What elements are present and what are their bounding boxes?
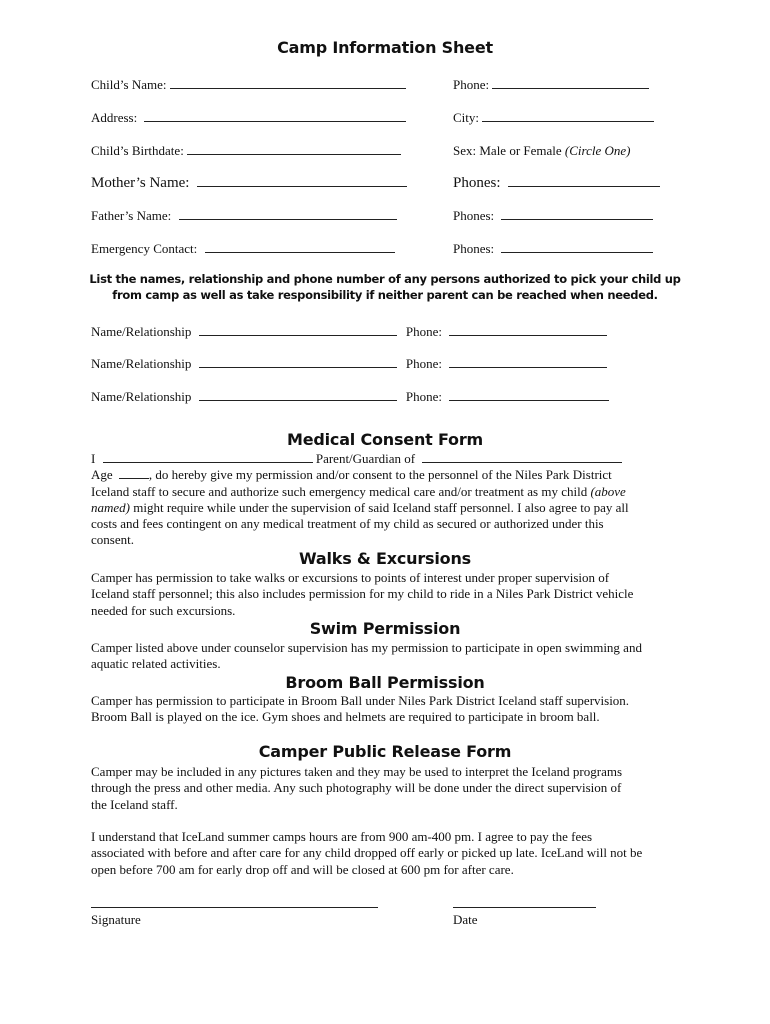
name-relationship-label: Name/Relationship [91, 389, 192, 404]
pickup-note-line1: List the names, relationship and phone number of any persons authorized to pick your child up [89, 272, 681, 286]
mother-name-label: Mother’s Name: [91, 175, 190, 191]
child-name-field[interactable] [91, 77, 406, 93]
pickup-note-line2: from camp as well as take responsibility if neither parent can be reached when needed. [112, 288, 658, 302]
name-relationship-label: Name/Relationship [91, 356, 192, 371]
walks-text [91, 570, 691, 619]
mother-phones-label: Phones: [453, 175, 501, 191]
camp-hours-text [91, 829, 691, 878]
name-relationship-label: Name/Relationship [91, 324, 192, 339]
i-label: I [91, 451, 96, 466]
public-release-text [91, 764, 691, 813]
mother-name-line [197, 185, 407, 187]
walks-line-3: needed for such excursions. [91, 602, 236, 618]
broom-ball-heading: Broom Ball Permission [285, 673, 485, 692]
contact-phone-label: Phone: [405, 324, 442, 339]
sex-field[interactable] [453, 143, 631, 159]
name-relationship-line [199, 334, 397, 336]
public-release-heading: Camper Public Release Form [258, 742, 512, 761]
city-line [482, 120, 654, 122]
walks-line-1: Camper has permission to take walks or excursions to points of interest under proper supervision of [91, 570, 610, 585]
birthdate-field[interactable] [91, 143, 401, 159]
authorized-contact-1[interactable] [91, 324, 607, 340]
father-name-field[interactable] [91, 208, 397, 224]
signature-line[interactable] [91, 907, 378, 908]
mother-phones-field[interactable] [453, 175, 660, 192]
broom-line-2: Broom Ball is played on the ice. Gym shoes and helmets are required to participate in broom ball. [91, 709, 600, 725]
father-name-line [179, 218, 397, 220]
contact-phone-line [449, 366, 607, 368]
emergency-phones-line [501, 251, 653, 253]
address-line [144, 120, 406, 122]
phone-label: Phone: [453, 77, 490, 92]
contact-phone-label: Phone: [405, 356, 442, 371]
medical-line-guardian[interactable] [91, 451, 691, 467]
release-line-1: Camper may be included in any pictures taken and they may be used to interpret the Iceland programs [91, 764, 623, 779]
hours-line-3: open before 700 am for early drop off and will be closed at 600 pm for after care. [91, 861, 514, 877]
father-name-label: Father’s Name: [91, 208, 172, 223]
father-phones-label: Phones: [453, 208, 495, 223]
emergency-phones-field[interactable] [453, 241, 653, 257]
emergency-contact-field[interactable] [91, 241, 395, 257]
broom-line-1: Camper has permission to participate in Broom Ball under Niles Park District Iceland staff supervision. [91, 693, 630, 708]
swim-line-1: Camper listed above under counselor supervision has my permission to participate in open swimming and [91, 640, 642, 655]
name-relationship-line [199, 366, 397, 368]
medical-text-b: Iceland staff to secure and authorize such emergency medical care and/or treatment as my child [91, 483, 588, 499]
child-name-line [170, 87, 406, 89]
swim-text [91, 640, 691, 673]
medical-text-b-em: (above [590, 483, 626, 499]
sex-label: Sex: Male or Female [453, 143, 562, 158]
hours-line-2: associated with before and after care for any child dropped off early or picked up late. IceLand will not be [91, 845, 643, 861]
page-title: Camp Information Sheet [277, 38, 493, 57]
birthdate-label: Child’s Birthdate: [91, 143, 184, 158]
phone-line [492, 87, 649, 89]
release-line-3: the Iceland staff. [91, 796, 178, 812]
emergency-phones-label: Phones: [453, 241, 495, 256]
father-phones-field[interactable] [453, 208, 653, 224]
emergency-contact-label: Emergency Contact: [91, 241, 198, 256]
mother-name-field[interactable] [91, 175, 407, 192]
address-label: Address: [91, 110, 138, 125]
release-line-2: through the press and other media. Any such photography will be done under the direct supervision of [91, 780, 622, 796]
sex-hint: (Circle One) [564, 143, 631, 158]
mother-phones-line [508, 185, 660, 187]
medical-line-c [91, 500, 691, 516]
contact-phone-line [449, 334, 607, 336]
authorized-contact-3[interactable] [91, 389, 609, 405]
date-line[interactable] [453, 907, 596, 908]
guardian-name-line [103, 461, 313, 463]
medical-consent-heading: Medical Consent Form [287, 430, 483, 449]
guardian-of-label: Parent/Guardian of [315, 451, 416, 466]
medical-text-a: , do hereby give my permission and/or consent to the personnel of the Niles Park District [148, 467, 612, 483]
swim-line-2: aquatic related activities. [91, 656, 221, 672]
walks-line-2: Iceland staff personnel; this also includes permission for my child to ride in a Niles Park District vehicle [91, 586, 634, 602]
contact-phone-label: Phone: [405, 389, 442, 404]
authorized-contact-2[interactable] [91, 356, 607, 372]
emergency-contact-line [205, 251, 395, 253]
contact-phone-line [449, 399, 609, 401]
signature-label: Signature [91, 912, 141, 927]
medical-line-age [91, 467, 691, 483]
swim-heading: Swim Permission [309, 619, 461, 638]
city-field[interactable] [453, 110, 654, 126]
medical-text-c: might require while under the supervision of said Iceland staff personnel. I also agree to pay all [133, 499, 629, 515]
hours-line-1: I understand that IceLand summer camps hours are from 900 am-400 pm. I agree to pay the fees [91, 829, 593, 844]
broom-ball-text [91, 693, 691, 726]
age-label: Age [91, 467, 113, 483]
phone-field[interactable] [453, 77, 649, 93]
name-relationship-line [199, 399, 397, 401]
age-line[interactable] [119, 477, 149, 479]
medical-line-b [91, 484, 691, 500]
birthdate-line [187, 153, 401, 155]
date-label: Date [453, 912, 478, 927]
walks-heading: Walks & Excursions [299, 549, 471, 568]
medical-text-c-em: named) [91, 499, 130, 515]
address-field[interactable] [91, 110, 406, 126]
medical-line-d: costs and fees contingent on any medical treatment of my child as secured or authorized under this [91, 516, 604, 532]
child-name-label: Child’s Name: [91, 77, 167, 92]
child-of-line [422, 461, 622, 463]
city-label: City: [453, 110, 480, 125]
medical-consent-text [91, 451, 691, 549]
father-phones-line [501, 218, 653, 220]
medical-line-e: consent. [91, 532, 134, 548]
